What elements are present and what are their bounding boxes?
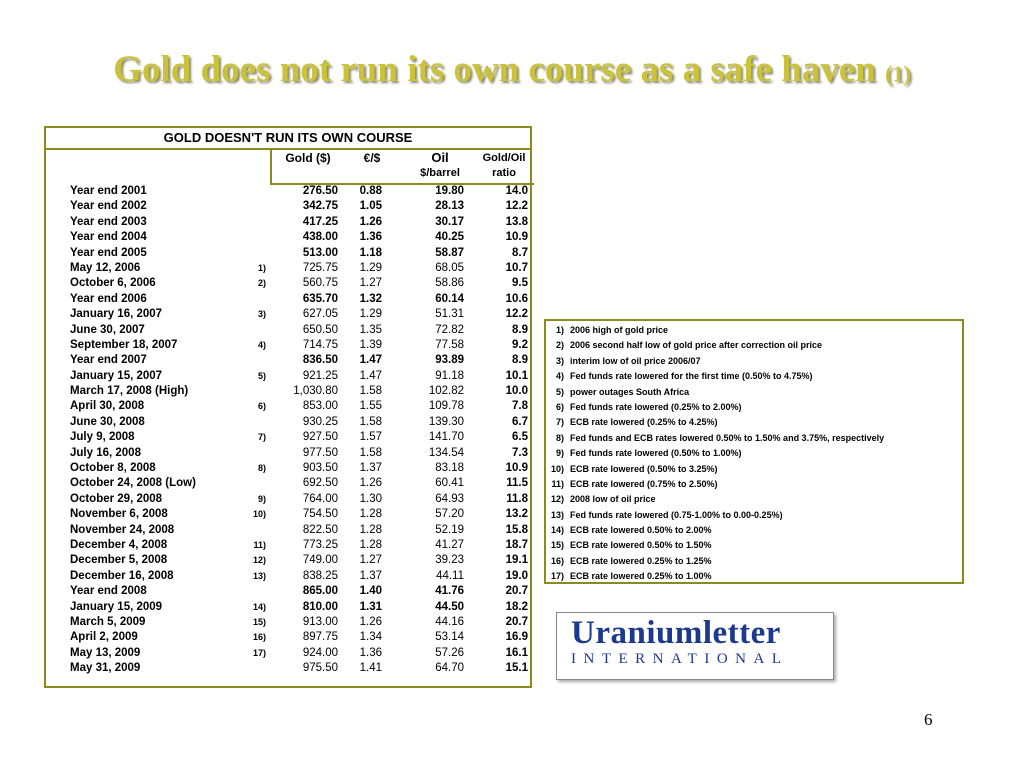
footnote-item <box>546 523 962 538</box>
footnote-item <box>546 492 962 507</box>
row-gold: 897.75 <box>302 631 338 644</box>
footnotes-box <box>544 319 964 584</box>
row-ratio: 8.9 <box>512 323 528 336</box>
row-note-ref: 10) <box>252 509 266 520</box>
row-oil: 57.26 <box>435 646 464 659</box>
row-gold: 754.50 <box>302 508 338 521</box>
col-eur: €/$ <box>363 151 381 165</box>
footnote-text: Fed funds rate lowered (0.50% to 1.00%) <box>570 448 742 459</box>
row-oil: 109.78 <box>428 400 464 413</box>
row-ratio: 11.5 <box>506 477 528 490</box>
row-ratio: 12.2 <box>505 308 528 321</box>
row-oil: 52.19 <box>435 523 464 536</box>
footnote-text: ECB rate lowered (0.75% to 2.50%) <box>570 478 718 489</box>
row-label: December 5, 2008 <box>70 554 168 567</box>
row-gold: 822.50 <box>302 523 338 536</box>
row-oil: 28.13 <box>435 200 464 213</box>
row-ratio: 9.5 <box>512 277 528 290</box>
row-gold: 417.25 <box>302 215 338 228</box>
row-eur: 1.05 <box>359 200 382 213</box>
row-gold: 927.50 <box>302 431 338 444</box>
table-row <box>46 615 530 630</box>
table-row <box>46 461 530 476</box>
row-label: November 6, 2008 <box>70 508 168 521</box>
row-gold: 975.50 <box>302 662 338 675</box>
row-eur: 1.57 <box>359 431 382 444</box>
table-row <box>46 276 530 291</box>
footnote-item <box>546 538 962 553</box>
row-label: May 31, 2009 <box>70 662 141 675</box>
row-ratio: 15.8 <box>505 523 528 536</box>
footnote-text: Fed funds rate lowered (0.75-1.00% to 0.00-0.25%) <box>570 509 783 520</box>
row-oil: 72.82 <box>435 323 464 336</box>
row-note-ref: 2) <box>257 278 266 289</box>
row-note-ref: 12) <box>252 555 266 566</box>
row-eur: 1.58 <box>359 385 382 398</box>
row-eur: 1.28 <box>359 523 382 536</box>
footnote-number: 6) <box>555 401 564 412</box>
row-gold: 650.50 <box>302 323 338 336</box>
row-eur: 1.29 <box>359 261 382 274</box>
table-row <box>46 399 530 414</box>
footnote-item <box>546 477 962 492</box>
row-note-ref: 11) <box>253 539 266 550</box>
row-oil: 91.18 <box>435 369 464 382</box>
footnote-number: 1) <box>555 325 564 335</box>
row-ratio: 8.7 <box>512 246 528 259</box>
row-gold: 865.00 <box>302 585 338 598</box>
row-ratio: 10.7 <box>505 261 528 274</box>
footnote-number: 15) <box>550 540 564 551</box>
row-ratio: 16.9 <box>505 631 528 644</box>
table-row <box>46 446 530 461</box>
table-row <box>46 538 530 553</box>
footnote-item <box>546 569 962 584</box>
col-gold: Gold ($) <box>285 151 331 165</box>
row-oil: 41.76 <box>435 585 464 598</box>
row-label: Year end 2003 <box>70 215 147 228</box>
row-note-ref: 3) <box>257 309 266 320</box>
row-ratio: 10.9 <box>505 231 528 244</box>
table-row <box>46 430 530 445</box>
slide-title <box>0 48 1024 91</box>
row-label: September 18, 2007 <box>70 338 178 351</box>
row-gold: 913.00 <box>302 615 338 628</box>
footnote-text: power outages South Africa <box>570 386 690 397</box>
row-gold: 635.70 <box>302 292 338 305</box>
row-ratio: 6.5 <box>512 431 528 444</box>
row-label: March 5, 2009 <box>70 615 146 628</box>
gold-table <box>44 126 532 688</box>
table-row <box>46 246 530 261</box>
footnote-item <box>546 446 962 461</box>
row-eur: 1.58 <box>359 446 382 459</box>
row-note-ref: 13) <box>252 570 266 581</box>
table-row <box>46 261 530 276</box>
row-eur: 1.55 <box>359 400 382 413</box>
row-note-ref: 5) <box>257 370 266 381</box>
row-oil: 41.27 <box>435 538 464 551</box>
row-note-ref: 14) <box>252 601 266 612</box>
table-row <box>46 307 530 322</box>
title-sub: (1) <box>885 61 911 86</box>
footnote-number: 3) <box>555 355 564 366</box>
row-eur: 1.26 <box>359 477 382 490</box>
row-oil: 77.58 <box>435 338 464 351</box>
row-eur: 1.32 <box>359 292 382 305</box>
row-gold: 924.00 <box>302 646 338 659</box>
row-oil: 60.14 <box>435 292 464 305</box>
footnote-number: 14) <box>550 525 564 536</box>
row-eur: 1.31 <box>359 600 382 613</box>
table-heading: GOLD DOESN'T RUN ITS OWN COURSE <box>46 128 530 150</box>
row-eur: 1.37 <box>359 569 382 582</box>
page-number: 6 <box>924 710 933 729</box>
row-ratio: 7.8 <box>512 400 528 413</box>
row-eur: 1.47 <box>359 369 382 382</box>
row-oil: 64.70 <box>435 662 464 675</box>
row-gold: 836.50 <box>302 354 338 367</box>
footnote-text: 2006 second half low of gold price after correction oil price <box>570 340 823 351</box>
row-oil: 44.50 <box>435 600 464 613</box>
row-note-ref: 15) <box>252 616 266 627</box>
row-oil: 19.80 <box>435 185 464 197</box>
row-eur: 1.40 <box>359 585 382 598</box>
row-eur: 1.36 <box>359 646 382 659</box>
row-gold: 513.00 <box>302 246 338 259</box>
row-note-ref: 9) <box>257 493 266 504</box>
footnote-number: 8) <box>555 432 564 443</box>
row-gold: 773.25 <box>302 538 338 551</box>
footnote-item <box>546 554 962 569</box>
table-row <box>46 584 530 599</box>
row-ratio: 13.2 <box>505 508 528 521</box>
row-oil: 58.87 <box>435 246 464 259</box>
row-label: October 29, 2008 <box>70 492 163 505</box>
row-ratio: 13.8 <box>505 215 528 228</box>
footnote-item <box>546 462 962 477</box>
row-ratio: 12.2 <box>505 200 528 213</box>
row-eur: 1.27 <box>359 554 382 567</box>
row-gold: 1,030.80 <box>293 385 338 398</box>
row-oil: 57.20 <box>435 508 464 521</box>
footnote-item <box>546 431 962 446</box>
row-ratio: 19.0 <box>505 569 528 582</box>
row-eur: 1.35 <box>359 323 382 336</box>
row-gold: 764.00 <box>302 492 338 505</box>
row-eur: 1.26 <box>359 215 382 228</box>
row-label: November 24, 2008 <box>70 523 175 536</box>
table-row <box>46 369 530 384</box>
row-gold: 276.50 <box>302 185 338 197</box>
footnote-text: 2008 low of oil price <box>570 494 656 505</box>
row-oil: 60.41 <box>435 477 464 490</box>
footnote-item <box>546 415 962 430</box>
row-gold: 838.25 <box>302 569 338 582</box>
row-oil: 51.31 <box>435 308 464 321</box>
table-row <box>46 199 530 214</box>
row-eur: 1.29 <box>359 308 382 321</box>
row-oil: 141.70 <box>428 431 464 444</box>
row-label: April 30, 2008 <box>70 400 145 413</box>
footnote-item <box>546 385 962 400</box>
row-label: June 30, 2008 <box>70 415 145 428</box>
row-oil: 93.89 <box>435 354 464 367</box>
row-label: April 2, 2009 <box>70 631 138 644</box>
row-gold: 749.00 <box>302 554 338 567</box>
row-eur: 1.34 <box>359 631 382 644</box>
row-oil: 68.05 <box>435 261 464 274</box>
footnote-text: Fed funds rate lowered (0.25% to 2.00%) <box>570 401 742 412</box>
row-label: December 4, 2008 <box>70 538 168 551</box>
col-oil-unit: $/barrel <box>420 167 460 179</box>
row-ratio: 9.2 <box>512 338 528 351</box>
footnote-item <box>546 354 962 369</box>
row-gold: 627.05 <box>302 308 338 321</box>
row-gold: 853.00 <box>302 400 338 413</box>
column-headers <box>270 149 534 185</box>
col-oil: Oil <box>431 150 449 165</box>
table-row <box>46 230 530 245</box>
title-main: Gold does not run its own course as a safe haven <box>113 49 876 90</box>
footnote-number: 2) <box>555 340 564 351</box>
row-oil: 83.18 <box>435 462 464 475</box>
footnote-text: Fed funds rate lowered for the first time (0.50% to 4.75%) <box>570 371 813 382</box>
footnote-item <box>546 369 962 384</box>
table-row <box>46 492 530 507</box>
footnote-number: 12) <box>550 494 564 505</box>
row-gold: 560.75 <box>302 277 338 290</box>
table-row <box>46 292 530 307</box>
footnote-text: interim low of oil price 2006/07 <box>570 355 701 366</box>
row-eur: 1.28 <box>359 538 382 551</box>
table-row <box>46 353 530 368</box>
row-ratio: 10.9 <box>505 462 528 475</box>
row-label: Year end 2001 <box>70 185 147 197</box>
row-note-ref: 4) <box>257 339 266 350</box>
row-label: July 9, 2008 <box>70 431 135 444</box>
col-ratio-line2: ratio <box>492 167 516 179</box>
row-label: June 30, 2007 <box>70 323 145 336</box>
row-ratio: 14.0 <box>505 185 528 197</box>
row-label: March 17, 2008 (High) <box>70 385 189 398</box>
footnote-number: 4) <box>555 371 564 382</box>
row-label: Year end 2006 <box>70 292 147 305</box>
footnote-text: ECB rate lowered 0.50% to 2.00% <box>570 525 712 536</box>
row-gold: 342.75 <box>302 200 338 213</box>
row-gold: 977.50 <box>302 446 338 459</box>
row-eur: 1.26 <box>359 615 382 628</box>
row-eur: 1.47 <box>359 354 382 367</box>
row-gold: 725.75 <box>302 261 338 274</box>
table-row <box>46 569 530 584</box>
row-gold: 438.00 <box>302 231 338 244</box>
table-row <box>46 415 530 430</box>
footnote-item <box>546 338 962 353</box>
row-ratio: 16.1 <box>505 646 528 659</box>
row-gold: 810.00 <box>302 600 338 613</box>
row-ratio: 6.7 <box>512 415 528 428</box>
row-ratio: 8.9 <box>512 354 528 367</box>
row-eur: 1.39 <box>359 338 382 351</box>
row-label: January 15, 2009 <box>70 600 163 613</box>
row-ratio: 11.8 <box>506 492 528 505</box>
row-oil: 53.14 <box>435 631 464 644</box>
uraniumletter-logo <box>556 612 834 680</box>
footnote-number: 9) <box>555 448 564 459</box>
row-ratio: 10.6 <box>505 292 528 305</box>
table-row <box>46 553 530 568</box>
row-oil: 30.17 <box>435 215 464 228</box>
row-ratio: 18.2 <box>505 600 528 613</box>
footnote-text: ECB rate lowered 0.25% to 1.00% <box>570 571 712 582</box>
row-gold: 903.50 <box>302 462 338 475</box>
footnote-item <box>546 508 962 523</box>
footnote-text: ECB rate lowered (0.25% to 4.25%) <box>570 417 718 428</box>
table-row <box>46 600 530 615</box>
row-ratio: 20.7 <box>505 585 528 598</box>
footnote-number: 7) <box>555 417 564 428</box>
table-row <box>46 523 530 538</box>
row-eur: 1.27 <box>359 277 382 290</box>
row-eur: 1.28 <box>359 508 382 521</box>
row-note-ref: 1) <box>257 262 266 273</box>
row-oil: 102.82 <box>428 385 464 398</box>
row-oil: 44.16 <box>435 615 464 628</box>
row-gold: 692.50 <box>302 477 338 490</box>
row-label: October 6, 2006 <box>70 277 156 290</box>
table-body <box>46 184 530 677</box>
footnote-text: ECB rate lowered 0.50% to 1.50% <box>570 540 712 551</box>
row-oil: 40.25 <box>435 231 464 244</box>
row-gold: 714.75 <box>302 338 338 351</box>
footnote-number: 10) <box>550 463 564 474</box>
table-row <box>46 384 530 399</box>
footnote-text: ECB rate lowered (0.50% to 3.25%) <box>570 463 718 474</box>
table-row <box>46 338 530 353</box>
row-label: Year end 2008 <box>70 585 147 598</box>
table-row <box>46 661 530 676</box>
row-label: October 24, 2008 (Low) <box>70 477 196 490</box>
row-label: May 12, 2006 <box>70 261 141 274</box>
col-ratio-line1: Gold/Oil <box>482 152 526 164</box>
table-row <box>46 323 530 338</box>
footnote-text: Fed funds and ECB rates lowered 0.50% to 1.50% and 3.75%, respectively <box>570 432 885 443</box>
row-label: October 8, 2008 <box>70 462 156 475</box>
row-note-ref: 7) <box>257 432 266 443</box>
table-row <box>46 215 530 230</box>
row-label: Year end 2004 <box>70 231 147 244</box>
row-gold: 921.25 <box>302 369 338 382</box>
table-row <box>46 184 530 199</box>
logo-line1: Uraniumletter <box>571 615 781 651</box>
table-row <box>46 646 530 661</box>
row-label: January 15, 2007 <box>70 369 163 382</box>
row-gold: 930.25 <box>302 415 338 428</box>
row-eur: 1.30 <box>359 492 382 505</box>
row-label: Year end 2007 <box>70 354 147 367</box>
row-note-ref: 17) <box>252 647 266 658</box>
footnote-text: 2006 high of gold price <box>570 325 669 335</box>
row-label: Year end 2005 <box>70 246 147 259</box>
row-label: January 16, 2007 <box>70 308 163 321</box>
footnote-number: 13) <box>550 509 564 520</box>
row-label: July 16, 2008 <box>70 446 141 459</box>
row-ratio: 20.7 <box>505 615 528 628</box>
logo-line2: INTERNATIONAL <box>571 651 789 667</box>
footnote-text: ECB rate lowered 0.25% to 1.25% <box>570 555 712 566</box>
table-row <box>46 630 530 645</box>
row-oil: 58.86 <box>435 277 464 290</box>
footnote-number: 5) <box>555 386 564 397</box>
table-row <box>46 476 530 491</box>
row-label: Year end 2002 <box>70 200 147 213</box>
row-note-ref: 8) <box>257 463 266 474</box>
row-ratio: 10.0 <box>505 385 528 398</box>
row-label: May 13, 2009 <box>70 646 141 659</box>
row-eur: 1.41 <box>359 662 382 675</box>
row-note-ref: 6) <box>257 401 266 412</box>
table-row <box>46 507 530 522</box>
row-oil: 44.11 <box>436 569 464 582</box>
row-ratio: 19.1 <box>505 554 528 567</box>
footnote-number: 16) <box>550 555 564 566</box>
row-label: December 16, 2008 <box>70 569 174 582</box>
footnote-item <box>546 400 962 415</box>
row-eur: 1.18 <box>359 246 382 259</box>
row-oil: 64.93 <box>435 492 464 505</box>
row-oil: 134.54 <box>428 446 464 459</box>
row-eur: 1.36 <box>359 231 382 244</box>
footnote-number: 11) <box>551 478 564 489</box>
footnote-item <box>546 323 962 338</box>
row-eur: 1.58 <box>359 415 382 428</box>
row-note-ref: 16) <box>252 632 266 643</box>
row-oil: 139.30 <box>428 415 464 428</box>
row-ratio: 15.1 <box>505 662 528 675</box>
row-eur: 0.88 <box>359 185 382 197</box>
row-ratio: 7.3 <box>512 446 528 459</box>
row-ratio: 18.7 <box>505 538 528 551</box>
row-ratio: 10.1 <box>505 369 528 382</box>
footnote-number: 17) <box>550 571 564 582</box>
row-eur: 1.37 <box>359 462 382 475</box>
row-oil: 39.23 <box>435 554 464 567</box>
